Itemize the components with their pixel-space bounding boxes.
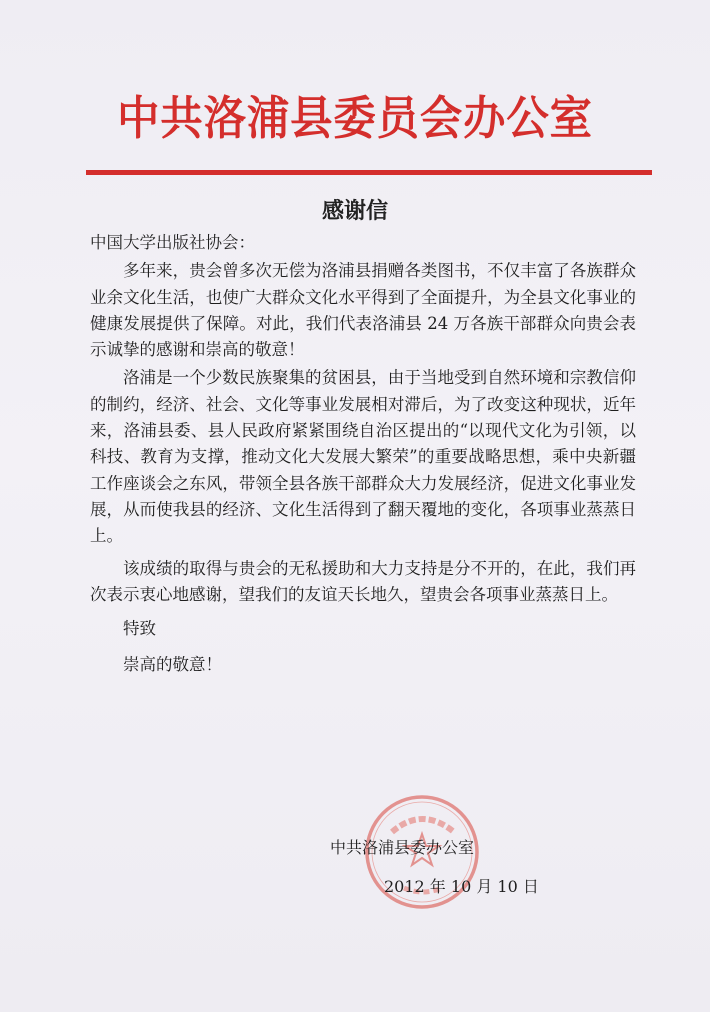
letterhead-org-name: 中共洛浦县委员会办公室 bbox=[117, 91, 593, 145]
letter-date: 2012 年 10 月 10 日 bbox=[384, 877, 539, 896]
letter-closing-line-2: 崇高的敬意！ bbox=[123, 655, 222, 675]
letter-closing-line-1: 特致 bbox=[123, 619, 156, 639]
letter-salutation: 中国大学出版社协会： bbox=[90, 233, 255, 252]
letter-title: 感谢信 bbox=[321, 199, 388, 224]
letter-signature: 中共洛浦县委办公室 bbox=[330, 838, 475, 857]
letter-paragraph-3: 该成绩的取得与贵会的无私援助和大力支持是分不开的，在此，我们再次表示衷心地感谢，望我们的友谊天长地久，望贵会各项事业蒸蒸日上。 bbox=[90, 558, 636, 604]
letter-paragraph-2: 洛浦是一个少数民族聚集的贫困县，由于当地受到自然环境和宗教信仰的制约，经济、社会、文化等事业发展相对滞后，为了改变这种现状，近年来，洛浦县委、县人民政府紧紧围绕自治区提出的“以现代文化为引领，以科技、教育为支撑，推动文化大发展大繁荣”的重要战略思想，乘中央新疆工作座谈会之东风，带领全县各族干部群众大力发展经济，促进文化事业发展，从而使我县的经济、文化生活得到了翻天覆地的变化，各项事业蒸蒸日上。 bbox=[90, 368, 636, 546]
letter-body bbox=[90, 230, 636, 679]
letter-paragraph-1: 多年来，贵会曾多次无偿为洛浦县捐赠各类图书，不仅丰富了各族群众业余文化生活，也使广大群众文化水平得到了全面提升，为全县文化事业的健康发展提供了保障。对此，我们代表洛浦县 24 万各族干部群众向贵会表示诚挚的感谢和崇高的敬意！ bbox=[90, 261, 636, 360]
letterhead-red-rule bbox=[86, 170, 652, 175]
